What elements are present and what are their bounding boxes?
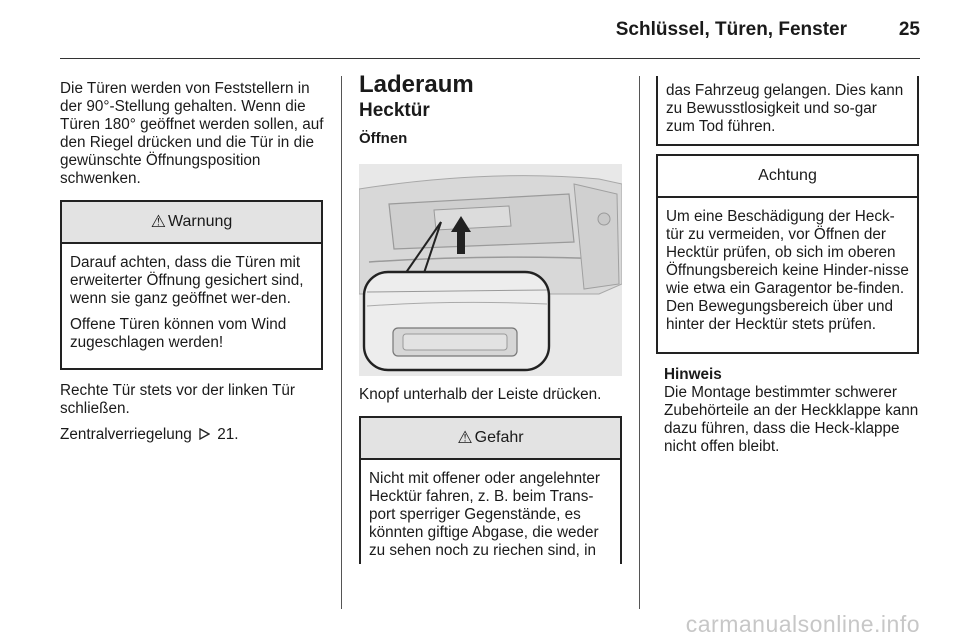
warning-triangle-icon: ⚠ <box>457 428 473 447</box>
tailgate-illustration <box>359 164 622 376</box>
warning-box <box>60 200 323 370</box>
reference-text: Zentralverriegelung <box>60 426 192 443</box>
note-block <box>656 366 919 456</box>
figure-caption: Knopf unterhalb der Leiste drücken. <box>359 386 602 403</box>
warning-box-body <box>62 244 321 352</box>
warning-box-header <box>62 202 321 244</box>
page-number: 25 <box>898 19 920 40</box>
note-paragraph: Die Montage bestimmter schwerer Zubehörteile an der Heckklappe kann dazu führen, dass die Heck-klappe nicht offen bleibt. <box>664 384 919 455</box>
column-divider-2 <box>639 76 640 609</box>
danger-box-body <box>361 460 620 560</box>
column-2 <box>359 71 622 564</box>
reference-arrow-icon <box>199 428 210 440</box>
warning-triangle-icon: ⚠ <box>150 212 166 231</box>
column-3 <box>656 76 920 456</box>
caution-box <box>656 154 919 354</box>
danger-title: Gefahr <box>474 429 524 446</box>
close-order-paragraph: Rechte Tür stets vor der linken Tür schließen. <box>60 382 295 417</box>
warning-paragraph-2: Offene Türen können vom Wind zugeschlagen werden! <box>70 316 287 351</box>
danger-continued-body <box>658 76 917 136</box>
column-1 <box>60 80 325 444</box>
caution-paragraph: Um eine Beschädigung der Heck-tür zu vermeiden, vor Öffnen der Hecktür prüfen, ob sich im oberen Öffnungsbereich keine Hinder-nisse wie etwa ein Garagentor be-finden. Den Bewegungsbereich über und hinter der Hecktür stets prüfen. <box>666 208 909 333</box>
column-divider-1 <box>341 76 342 609</box>
danger-box <box>359 416 622 564</box>
section-heading: Laderaum <box>359 71 474 98</box>
subsection-heading: Hecktür <box>359 100 430 121</box>
header-divider <box>60 58 920 59</box>
page-header-title: Schlüssel, Türen, Fenster <box>615 19 847 40</box>
caution-box-header <box>658 156 917 198</box>
danger-box-header <box>361 418 620 460</box>
intro-paragraph: Die Türen werden von Feststellern in der 90°-Stellung gehalten. Wenn die Türen 180° geöffnet werden sollen, auf den Riegel drücken und die Tür in die gewünschte Öffnungsposition schwenken. <box>60 80 324 187</box>
danger-continued-paragraph: das Fahrzeug gelangen. Dies kann zu Bewusstlosigkeit und so-gar zum Tod führen. <box>666 82 904 135</box>
subsubsection-heading: Öffnen <box>359 130 408 147</box>
warning-title: Warnung <box>167 213 233 230</box>
danger-paragraph: Nicht mit offener oder angelehnter Hecktür fahren, z. B. beim Trans-port sperriger Gegenstände, es könnten giftige Abgase, die weder zu sehen noch zu riechen sind, in <box>369 470 601 559</box>
watermark: carmanualsonline.info <box>685 611 920 637</box>
reference-paragraph <box>60 426 325 444</box>
caution-title: Achtung <box>758 167 817 184</box>
danger-box-continued <box>656 76 919 146</box>
note-label: Hinweis <box>664 366 722 383</box>
warning-paragraph-1: Darauf achten, dass die Türen mit erweiterter Öffnung gesichert sind, wenn sie ganz geöffnet wer-den. <box>70 254 304 307</box>
caution-box-body <box>658 198 917 334</box>
reference-page[interactable]: 21. <box>217 426 239 443</box>
tailgate-figure <box>359 164 622 376</box>
